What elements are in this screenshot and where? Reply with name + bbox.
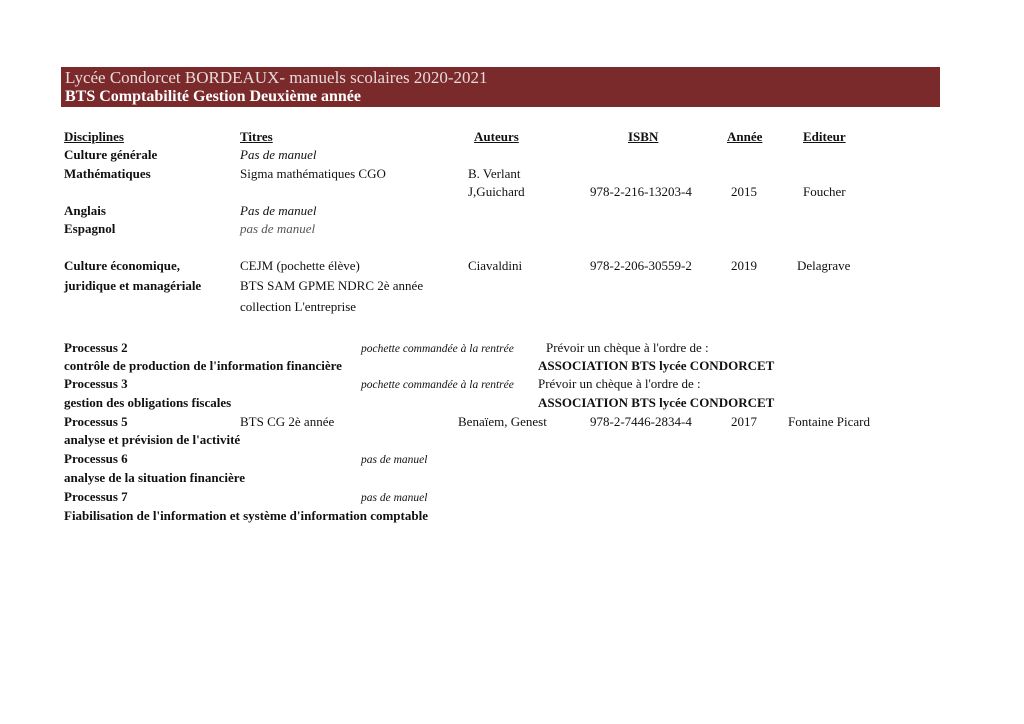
titre-cejm-line1: CEJM (pochette élève) <box>240 258 360 273</box>
processus-5-desc: analyse et prévision de l'activité <box>64 432 241 447</box>
auteur-mathematiques-2: J,Guichard <box>468 184 525 199</box>
processus-2-name: Processus 2 <box>64 340 128 355</box>
discipline-culture-generale: Culture générale <box>64 147 158 162</box>
editeur-cejm: Delagrave <box>797 258 851 273</box>
isbn-mathematiques: 978-2-216-13203-4 <box>590 184 692 199</box>
processus-5-editeur: Fontaine Picard <box>788 414 870 429</box>
processus-2-desc: contrôle de production de l'information financière <box>64 358 342 373</box>
processus-6-desc: analyse de la situation financière <box>64 470 246 485</box>
titre-cejm-line3: collection L'entreprise <box>240 299 357 314</box>
processus-3-name: Processus 3 <box>64 376 128 391</box>
titre-anglais: Pas de manuel <box>240 203 317 218</box>
processus-2-assoc: ASSOCIATION BTS lycée CONDORCET <box>538 358 775 373</box>
processus-3-assoc: ASSOCIATION BTS lycée CONDORCET <box>538 395 775 410</box>
processus-5-titre: BTS CG 2è année <box>240 414 335 429</box>
processus-6-note: pas de manuel <box>361 454 428 466</box>
titre-espagnol: pas de manuel <box>240 221 316 236</box>
col-header-disciplines: Disciplines <box>64 129 124 144</box>
processus-7-name: Processus 7 <box>64 489 128 504</box>
processus-7-note: pas de manuel <box>361 492 428 504</box>
titre-culture-generale: Pas de manuel <box>240 147 317 162</box>
discipline-mathematiques: Mathématiques <box>64 166 151 181</box>
processus-5-annee: 2017 <box>731 414 757 429</box>
titre-mathematiques: Sigma mathématiques CGO <box>240 166 386 181</box>
header-subtitle: BTS Comptabilité Gestion Deuxième année <box>65 88 361 105</box>
col-header-isbn: ISBN <box>628 129 659 144</box>
auteur-cejm: Ciavaldini <box>468 258 523 273</box>
processus-5-auteur: Benaïem, Genest <box>458 414 547 429</box>
auteur-mathematiques-1: B. Verlant <box>468 166 521 181</box>
annee-mathematiques: 2015 <box>731 184 757 199</box>
editeur-mathematiques: Foucher <box>803 184 846 199</box>
header-title: Lycée Condorcet BORDEAUX- manuels scolaires 2020-2021 <box>65 68 488 87</box>
processus-3-cheque: Prévoir un chèque à l'ordre de : <box>538 376 701 391</box>
discipline-anglais: Anglais <box>64 203 106 218</box>
processus-5-isbn: 978-2-7446-2834-4 <box>590 414 692 429</box>
processus-6-name: Processus 6 <box>64 451 128 466</box>
titre-cejm-line2: BTS SAM GPME NDRC 2è année <box>240 278 424 293</box>
discipline-cejm-line2: juridique et managériale <box>64 278 202 293</box>
col-header-auteurs: Auteurs <box>474 129 519 144</box>
isbn-cejm: 978-2-206-30559-2 <box>590 258 692 273</box>
discipline-espagnol: Espagnol <box>64 221 116 236</box>
processus-7-desc: Fiabilisation de l'information et système d'information comptable <box>64 508 428 523</box>
processus-2-cheque: Prévoir un chèque à l'ordre de : <box>546 340 709 355</box>
processus-2-note: pochette commandée à la rentrée <box>361 343 514 355</box>
annee-cejm: 2019 <box>731 258 757 273</box>
col-header-editeur: Editeur <box>803 129 846 144</box>
col-header-annee: Année <box>727 129 763 144</box>
discipline-cejm-line1: Culture économique, <box>64 258 181 273</box>
processus-3-note: pochette commandée à la rentrée <box>361 379 514 391</box>
processus-5-name: Processus 5 <box>64 414 128 429</box>
processus-3-desc: gestion des obligations fiscales <box>64 395 232 410</box>
col-header-titres: Titres <box>240 129 273 144</box>
